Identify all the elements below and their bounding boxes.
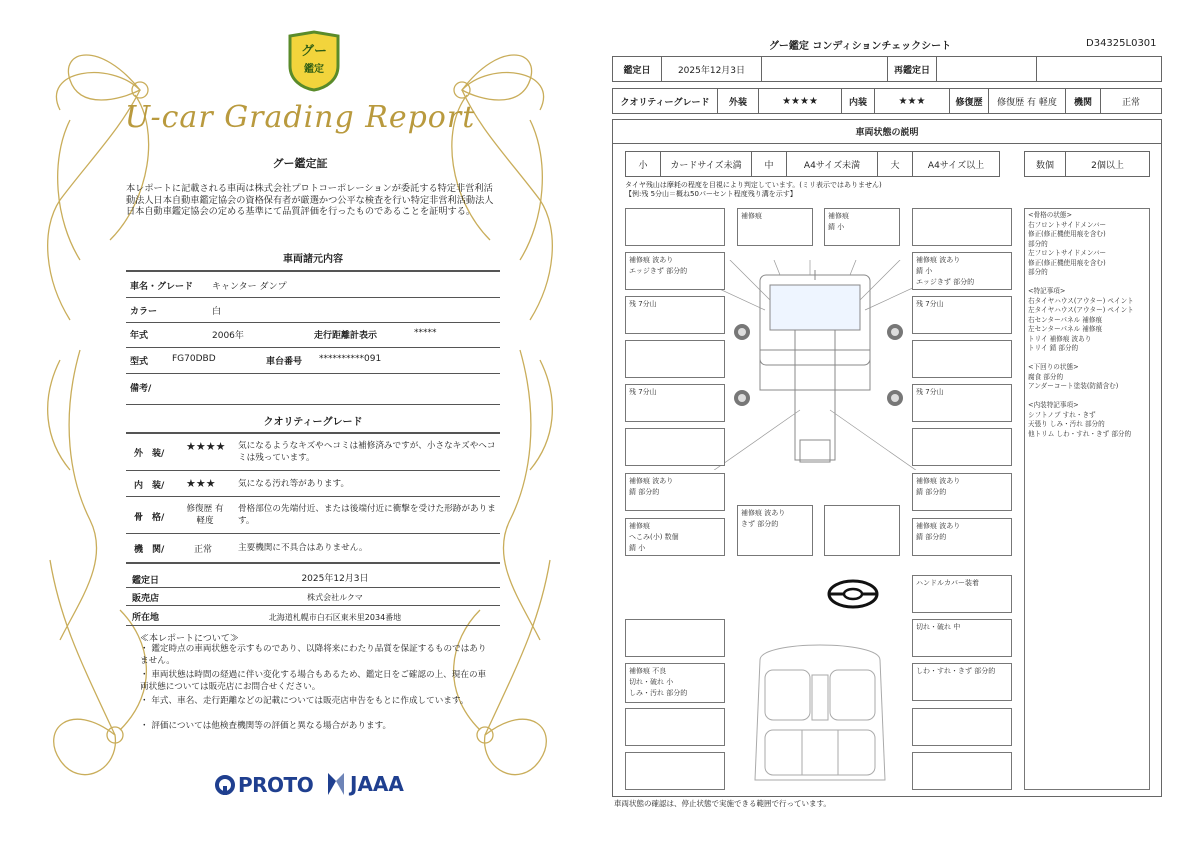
interior-box-left: 補修痕 不良 切れ・破れ 小 しみ・汚れ 部分的 bbox=[625, 663, 725, 703]
legend-medium-key: 中 bbox=[751, 151, 787, 177]
condition-notes-panel: <骨格の状態> 右フロントサイドメンバー 修正(修正機使用痕を含む) 部分的 左フロントサイドメンバー 修正(修正機使用痕を含む) 部分的 <特記事項> 右タイヤハウス(アウター) ペイント 左タイヤハウス(アウター) ペイント 右センターパネル 補修痕 左センターパネル 補修痕 トリイ 補修痕 波あり トリイ 錆 部分的 <下回りの状態> 腐食 部分的 アンダーコート塗装(防錆含む) <内装特記事項> シフトノブ すれ・きず 天張り しみ・汚れ 部分的 他トリム しわ・すれ・きず 部分的 bbox=[1024, 208, 1150, 790]
mileage-value: ***** bbox=[414, 328, 437, 338]
exterior-grade: ★★★★ bbox=[186, 440, 226, 453]
damage-box-left: 補修痕 波あり 錆 部分的 bbox=[625, 473, 725, 511]
badge-bottom-text: 鑑定 bbox=[304, 64, 324, 75]
color-label: カラー bbox=[130, 307, 158, 317]
chassis-value: **********091 bbox=[319, 354, 382, 364]
exterior-label: 外 装/ bbox=[134, 449, 165, 459]
date-label: 鑑定日 bbox=[612, 56, 662, 82]
engine-value-sheet: 正常 bbox=[1100, 88, 1162, 114]
date-blank bbox=[761, 56, 888, 82]
exterior-desc: 気になるようなキズやヘコミは補修済みですが、小さなキズやヘコミは残っています。 bbox=[238, 441, 496, 463]
int-value: ★★★ bbox=[874, 88, 950, 114]
tire-example: 【例:残 5分山＝概ね50パーセント程度残り溝を示す】 bbox=[625, 190, 797, 198]
engine-desc: 主要機関に不具合はありません。 bbox=[238, 543, 368, 553]
jaaa-logo-text: JAAA bbox=[350, 772, 404, 796]
frame-grade: 修復歴 有 軽度 bbox=[186, 504, 224, 526]
damage-box-right: 残 7分山 bbox=[912, 384, 1012, 422]
damage-box-bottom bbox=[824, 505, 900, 556]
interior-diagram bbox=[740, 630, 900, 790]
ext-value: ★★★★ bbox=[758, 88, 842, 114]
mileage-label: 走行距離計表示 bbox=[314, 331, 378, 341]
spec-title: 車両諸元内容 bbox=[283, 254, 343, 265]
address-label: 所在地 bbox=[132, 613, 160, 623]
doc-id: D34325L0301 bbox=[1086, 38, 1157, 49]
sheet-footer: 車両状態の確認は、停止状態で実施できる範囲で行っています。 bbox=[614, 799, 831, 808]
dealer-label: 販売店 bbox=[132, 594, 160, 604]
repair-value: 修復歴 有 軽度 bbox=[988, 88, 1066, 114]
sheet-title: グー鑑定 コンディションチェックシート bbox=[768, 41, 952, 52]
damage-box-right bbox=[912, 340, 1012, 378]
year-label: 年式 bbox=[130, 331, 149, 341]
legend-medium-value: A4サイズ未満 bbox=[786, 151, 878, 177]
proto-logo bbox=[214, 772, 313, 798]
interior-desc: 気になる汚れ等があります。 bbox=[238, 479, 350, 489]
legend-large-key: 大 bbox=[877, 151, 913, 177]
jaaa-mark-icon bbox=[326, 771, 346, 797]
script-title: U-car Grading Report bbox=[124, 100, 476, 135]
proto-mark-icon bbox=[214, 774, 236, 796]
ext-label: 外装 bbox=[717, 88, 759, 114]
damage-box-left: 残 7分山 bbox=[625, 296, 725, 334]
year-value: 2006年 bbox=[212, 331, 244, 341]
damage-box-top bbox=[912, 208, 1012, 246]
appraisal-date-label: 鑑定日 bbox=[132, 576, 160, 586]
vehicle-diagram bbox=[700, 260, 930, 470]
damage-box-right bbox=[912, 428, 1012, 466]
damage-box-right: 残 7分山 bbox=[912, 296, 1012, 334]
legend-small-value: カードサイズ未満 bbox=[660, 151, 752, 177]
cert-title: グー鑑定証 bbox=[272, 157, 328, 170]
grade-label: クオリティーグレード bbox=[612, 88, 718, 114]
car-name-value: キャンター ダンプ bbox=[212, 282, 287, 292]
car-name-label: 車名・グレード bbox=[130, 282, 194, 292]
interior-box-right: 切れ・破れ 中 bbox=[912, 619, 1012, 657]
proto-logo-text: PROTO bbox=[238, 773, 314, 797]
tire-note: タイヤ残山は摩耗の程度を目視により判定しています。(ミリ表示ではありません) bbox=[625, 181, 882, 189]
steering-wheel-icon bbox=[826, 578, 880, 610]
interior-box-right: しわ・すれ・きず 部分的 bbox=[912, 663, 1012, 701]
reappraisal-value bbox=[936, 56, 1037, 82]
damage-box-right: 補修痕 波あり 錆 部分的 bbox=[912, 518, 1012, 556]
interior-label: 内 装/ bbox=[134, 481, 165, 491]
interior-box-right bbox=[912, 752, 1012, 790]
damage-box-top: 補修痕 bbox=[737, 208, 813, 246]
note-item: ・ 年式、車名、走行距離などの記載については販売店申告をもとに作成しています。 bbox=[140, 696, 469, 706]
chassis-label: 車台番号 bbox=[266, 357, 303, 367]
damage-box-left: 補修痕 へこみ(小) 数個 錆 小 bbox=[625, 518, 725, 556]
interior-box-right: ハンドルカバー装着 bbox=[912, 575, 1012, 613]
interior-box-left bbox=[625, 619, 725, 657]
damage-box-right: 補修痕 波あり 錆 小 エッジきず 部分的 bbox=[912, 252, 1012, 290]
engine-grade: 正常 bbox=[194, 545, 213, 555]
engine-label-sheet: 機関 bbox=[1065, 88, 1101, 114]
damage-box-bottom: 補修痕 波あり きず 部分的 bbox=[737, 505, 813, 556]
section-title: 車両状態の説明 bbox=[612, 119, 1162, 144]
note-item: ・ 評価については他検査機関等の評価と異なる場合があります。 bbox=[140, 721, 392, 731]
damage-box-right: 補修痕 波あり 錆 部分的 bbox=[912, 473, 1012, 511]
quality-title: クオリティーグレード bbox=[263, 417, 363, 428]
appraisal-date-value: 2025年12月3日 bbox=[301, 574, 369, 584]
interior-box-left bbox=[625, 708, 725, 746]
model-label: 型式 bbox=[130, 357, 149, 367]
remarks-label: 備考/ bbox=[130, 384, 152, 394]
damage-box-left bbox=[625, 208, 725, 246]
goo-appraisal-badge bbox=[286, 30, 342, 92]
address-value: 北海道札幌市白石区東米里2034番地 bbox=[268, 613, 402, 622]
cert-text: 本レポートに記載される車両は株式会社プロトコーポレーションが委託する特定非営利活動法人日本自動車鑑定協会の資格保有者が厳選かつ公平な検査を行い特定非営利活動法人日本自動車鑑定協会の定める基準にて品質評価を行ったものであることを証明する。 bbox=[126, 183, 494, 217]
damage-box-left: 残 7分山 bbox=[625, 384, 725, 422]
date-value: 2025年12月3日 bbox=[661, 56, 762, 82]
model-value: FG70DBD bbox=[172, 354, 216, 364]
badge-top-text: グー bbox=[300, 44, 327, 59]
damage-box-left bbox=[625, 340, 725, 378]
interior-box-right bbox=[912, 708, 1012, 746]
damage-box-top: 補修痕 錆 小 bbox=[824, 208, 900, 246]
note-item: ・ 鑑定時点の車両状態を示すものであり、以降将来にわたり品質を保証するものではありません。 bbox=[140, 644, 487, 666]
frame-desc: 骨格部位の先端付近、または後端付近に衝撃を受けた形跡があります。 bbox=[238, 504, 496, 526]
repair-label: 修復歴 bbox=[949, 88, 989, 114]
legend-count-key: 数個 bbox=[1024, 151, 1066, 177]
note-item: ・ 車両状態は時間の経過に伴い変化する場合もあるため、鑑定日をご確認の上、現在の車両状態については販売店にお問合せください。 bbox=[140, 670, 487, 692]
engine-label: 機 関/ bbox=[134, 545, 165, 555]
reappraisal-label: 再鑑定日 bbox=[887, 56, 937, 82]
notes-title: ≪本レポートについて≫ bbox=[140, 634, 239, 644]
interior-box-left bbox=[625, 752, 725, 790]
damage-box-left bbox=[625, 428, 725, 466]
legend-small-key: 小 bbox=[625, 151, 661, 177]
jaaa-logo bbox=[326, 770, 404, 798]
int-label: 内装 bbox=[841, 88, 875, 114]
frame-label: 骨 格/ bbox=[134, 513, 165, 523]
legend-large-value: A4サイズ以上 bbox=[912, 151, 1000, 177]
legend-count-value: 2個以上 bbox=[1065, 151, 1150, 177]
dealer-value: 株式会社ルクマ bbox=[307, 593, 363, 602]
color-value: 白 bbox=[212, 307, 222, 317]
interior-grade: ★★★ bbox=[186, 477, 216, 490]
condition-check-sheet bbox=[600, 0, 1200, 848]
damage-box-left: 補修痕 波あり エッジきず 部分的 bbox=[625, 252, 725, 290]
